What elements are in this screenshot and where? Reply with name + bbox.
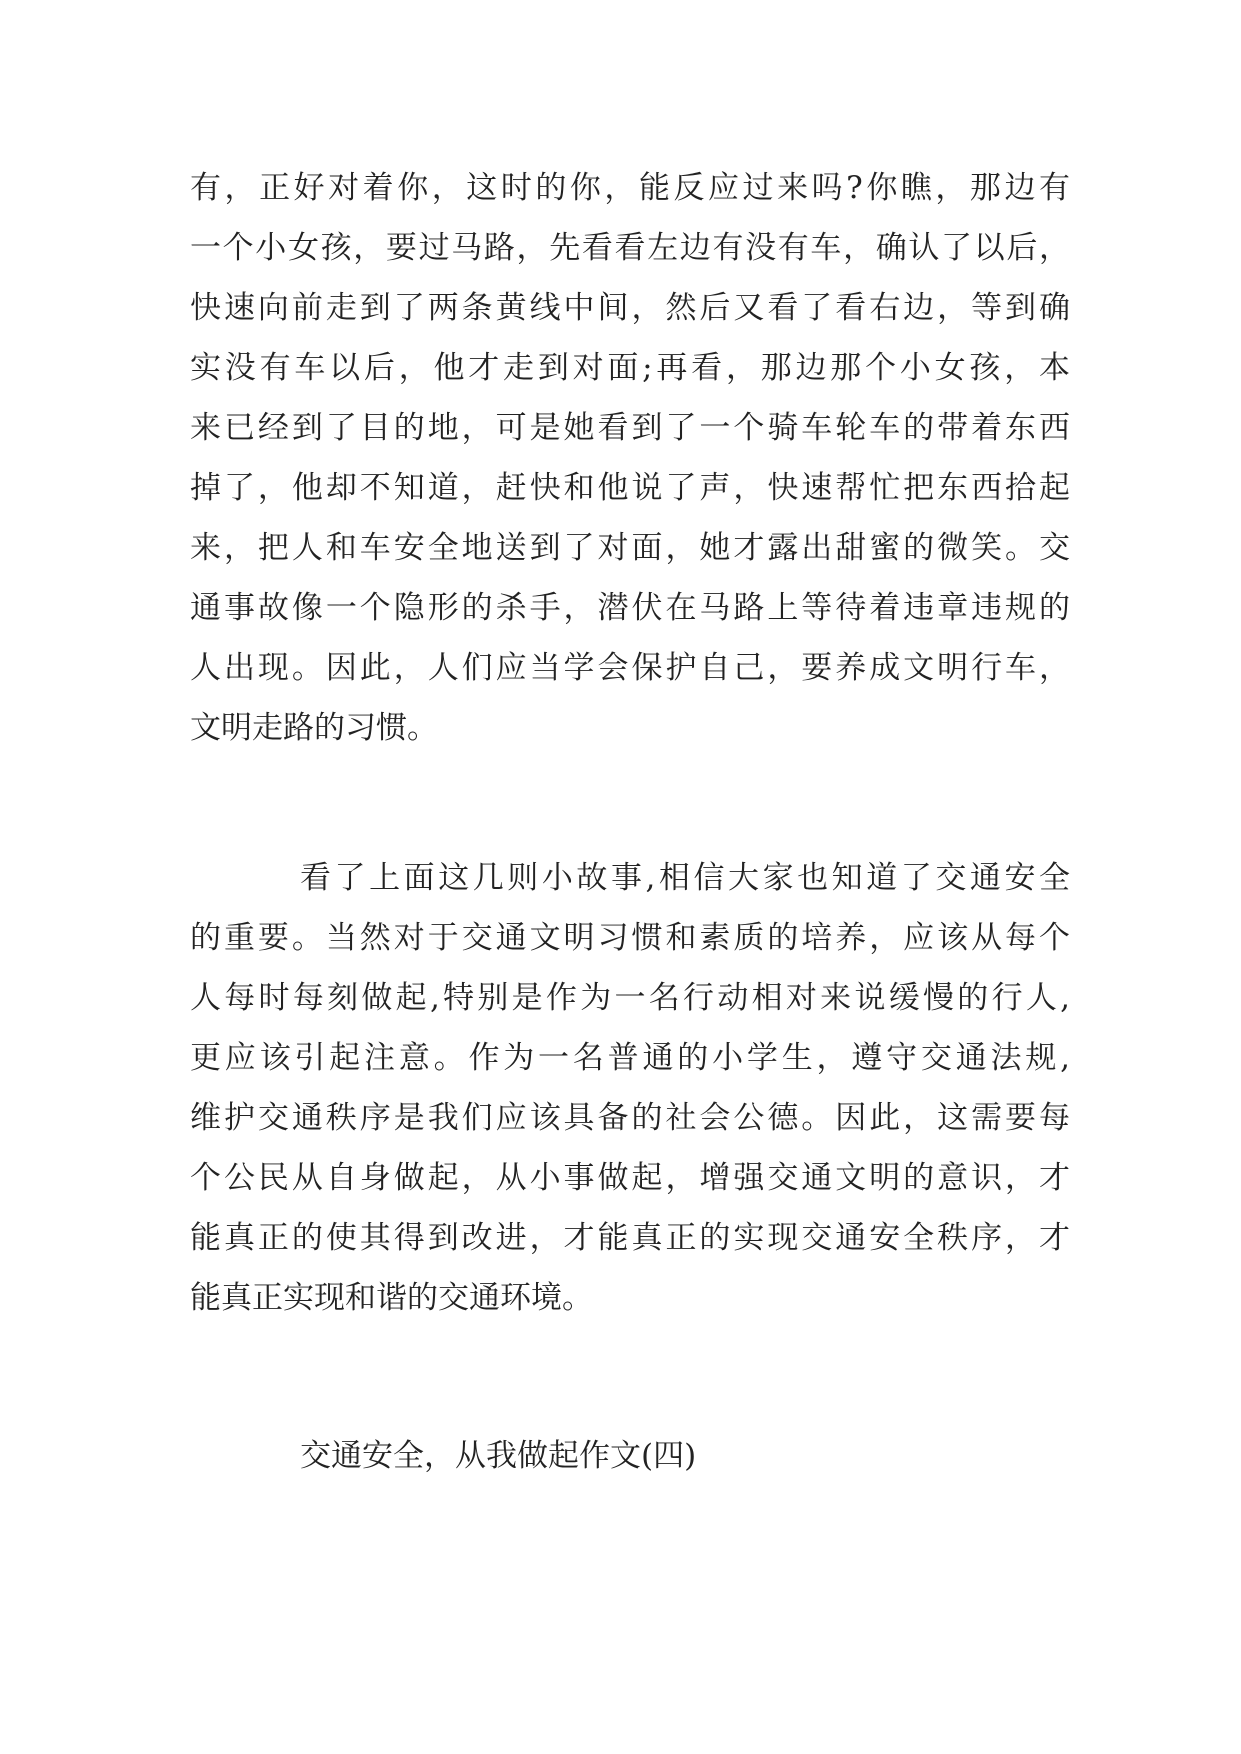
paragraph-line: 能真正的使其得到改进，才能真正的实现交通安全秩序，才 <box>190 1220 1070 1256</box>
paragraph-line: 掉了，他却不知道，赶快和他说了声，快速帮忙把东西拾起 <box>190 470 1070 506</box>
paragraph-line: 通事故像一个隐形的杀手，潜伏在马路上等待着违章违规的 <box>190 590 1070 626</box>
paragraph-line: 有，正好对着你，这时的你，能反应过来吗?你瞧，那边有 <box>190 170 1070 206</box>
paragraph-line: 文明走路的习惯。 <box>190 710 438 746</box>
paragraph-line: 更应该引起注意。作为一名普通的小学生，遵守交通法规, <box>190 1040 1070 1076</box>
paragraph-line: 快速向前走到了两条黄线中间，然后又看了看右边，等到确 <box>190 290 1070 326</box>
paragraph-line: 能真正实现和谐的交通环境。 <box>190 1280 593 1316</box>
paragraph-line: 看了上面这几则小故事,相信大家也知道了交通安全 <box>300 860 1070 896</box>
paragraph-line: 的重要。当然对于交通文明习惯和素质的培养，应该从每个 <box>190 920 1070 956</box>
paragraph-line: 实没有车以后，他才走到对面;再看，那边那个小女孩，本 <box>190 350 1070 386</box>
paragraph-line: 来已经到了目的地，可是她看到了一个骑车轮车的带着东西 <box>190 410 1070 446</box>
section-heading: 交通安全，从我做起作文(四) <box>300 1438 697 1474</box>
paragraph-line: 一个小女孩，要过马路，先看看左边有没有车，确认了以后， <box>190 230 1070 266</box>
paragraph-line: 人出现。因此，人们应当学会保护自己，要养成文明行车， <box>190 650 1070 686</box>
paragraph-line: 个公民从自身做起，从小事做起，增强交通文明的意识，才 <box>190 1160 1070 1196</box>
paragraph-line: 来，把人和车安全地送到了对面，她才露出甜蜜的微笑。交 <box>190 530 1070 566</box>
paragraph-line: 维护交通秩序是我们应该具备的社会公德。因此，这需要每 <box>190 1100 1070 1136</box>
paragraph-line: 人每时每刻做起,特别是作为一名行动相对来说缓慢的行人, <box>190 980 1070 1016</box>
